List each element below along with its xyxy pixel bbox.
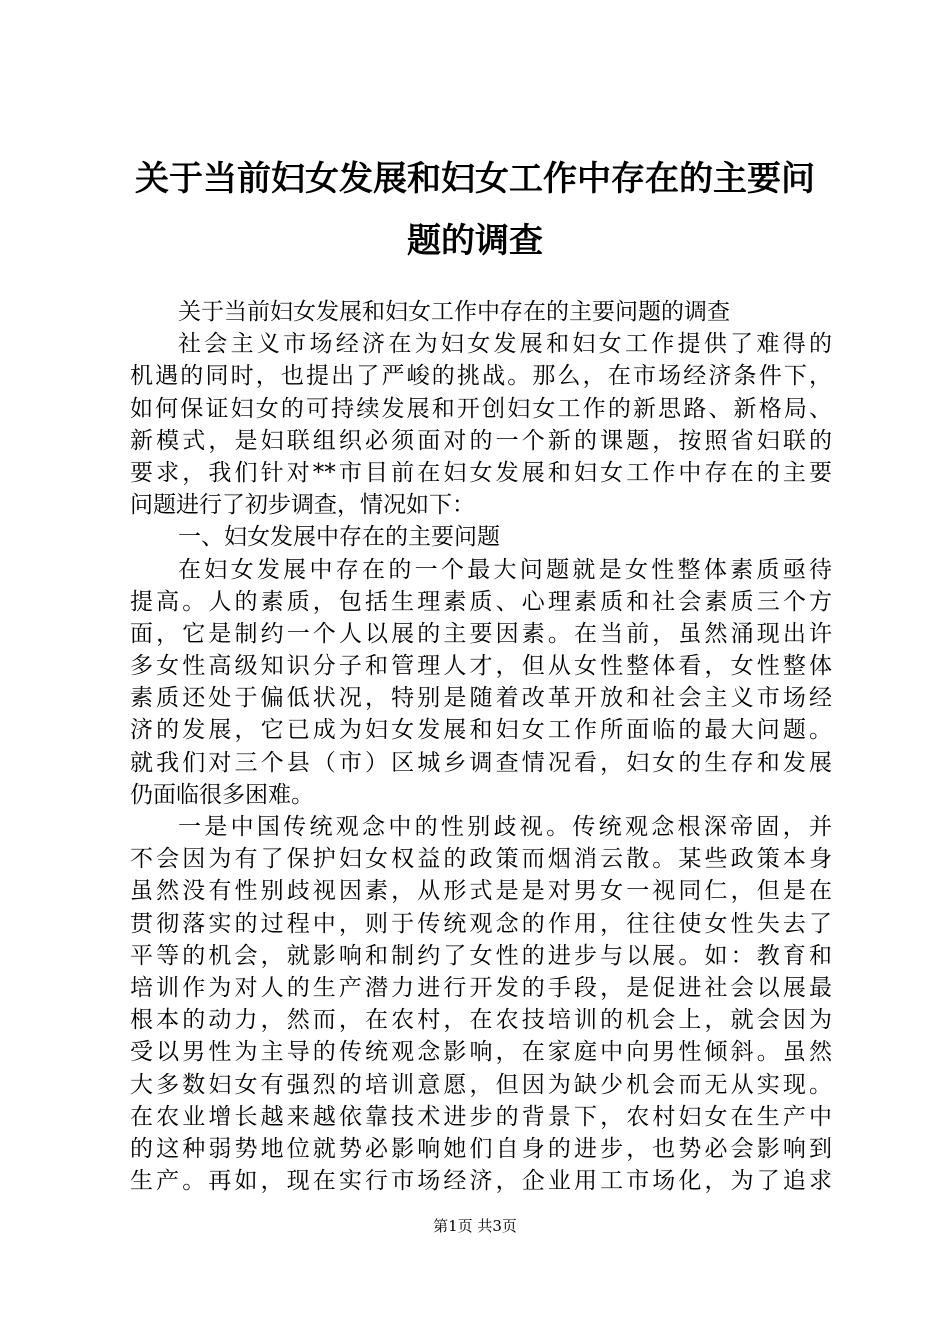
paragraph-line: 不会因为有了保护妇女权益的政策而烟消云散。某些政策本身 — [130, 846, 832, 873]
paragraph-line: 面，它是制约一个人以展的主要因素。在当前，虽然涌现出许 — [130, 620, 832, 647]
subtitle-line: 关于当前妇女发展和妇女工作中存在的主要问题的调查 — [178, 299, 730, 325]
paragraph-line: 提高。人的素质，包括生理素质、心理素质和社会素质三个方 — [130, 588, 832, 615]
paragraph-line: 问题进行了初步调查，情况如下： — [130, 492, 475, 519]
paragraph-line: 仍面临很多困难。 — [130, 781, 314, 808]
section-heading: 一、妇女发展中存在的主要问题 — [178, 524, 500, 551]
paragraph-line: 受以男性为主导的传统观念影响，在家庭中向男性倾斜。虽然 — [130, 1039, 832, 1066]
paragraph-line: 根本的动力，然而，在农村，在农技培训的机会上，就会因为 — [130, 1007, 832, 1034]
paragraph-line: 社会主义市场经济在为妇女发展和妇女工作提供了难得的 — [178, 331, 832, 358]
paragraph-line: 在农业增长越来越依靠技术进步的背景下，农村妇女在生产中 — [130, 1103, 832, 1130]
paragraph-line: 在妇女发展中存在的一个最大问题就是女性整体素质亟待 — [178, 556, 832, 583]
paragraph-line: 多女性高级知识分子和管理人才，但从女性整体看，女性整体 — [130, 653, 832, 680]
document-body — [130, 296, 832, 1197]
paragraph-line: 平等的机会，就影响和制约了女性的进步与以展。如：教育和 — [130, 942, 832, 969]
paragraph-line: 的这种弱势地位就势必影响她们自身的进步，也势必会影响到 — [130, 1135, 832, 1162]
paragraph-line: 培训作为对人的生产潜力进行开发的手段，是促进社会以展最 — [130, 974, 832, 1001]
paragraph-line: 如何保证妇女的可持续发展和开创妇女工作的新思路、新格局、 — [130, 395, 832, 422]
paragraph-line: 大多数妇女有强烈的培训意愿，但因为缺少机会而无从实现。 — [130, 1071, 832, 1098]
paragraph-line: 机遇的同时，也提出了严峻的挑战。那么，在市场经济条件下， — [130, 363, 832, 390]
paragraph-line: 素质还处于偏低状况，特别是随着改革开放和社会主义市场经 — [130, 685, 832, 712]
paragraph-line: 要求，我们针对**市目前在妇女发展和妇女工作中存在的主要 — [130, 459, 832, 486]
paragraph-line: 一是中国传统观念中的性别歧视。传统观念根深帝固，并 — [178, 814, 832, 840]
paragraph-line: 贯彻落实的过程中，则于传统观念的作用，往往使女性失去了 — [130, 910, 832, 937]
paragraph-line: 生产。再如，现在实行市场经济，企业用工市场化，为了追求 — [130, 1168, 832, 1195]
title-line-1: 关于当前妇女发展和妇女工作中存在的主要问 — [135, 159, 815, 199]
paragraph-line: 虽然没有性别歧视因素，从形式是是对男女一视同仁，但是在 — [130, 878, 832, 905]
paragraph-line: 济的发展，它已成为妇女发展和妇女工作所面临的最大问题。 — [130, 717, 832, 744]
document-title — [120, 148, 830, 272]
paragraph-line: 就我们对三个县（市）区城乡调查情况看，妇女的生存和发展 — [130, 749, 832, 776]
title-line-2: 题的调查 — [407, 221, 543, 261]
page-footer: 第1页 共3页 — [433, 1217, 517, 1235]
paragraph-line: 新模式，是妇联组织必须面对的一个新的课题，按照省妇联的 — [130, 427, 832, 454]
